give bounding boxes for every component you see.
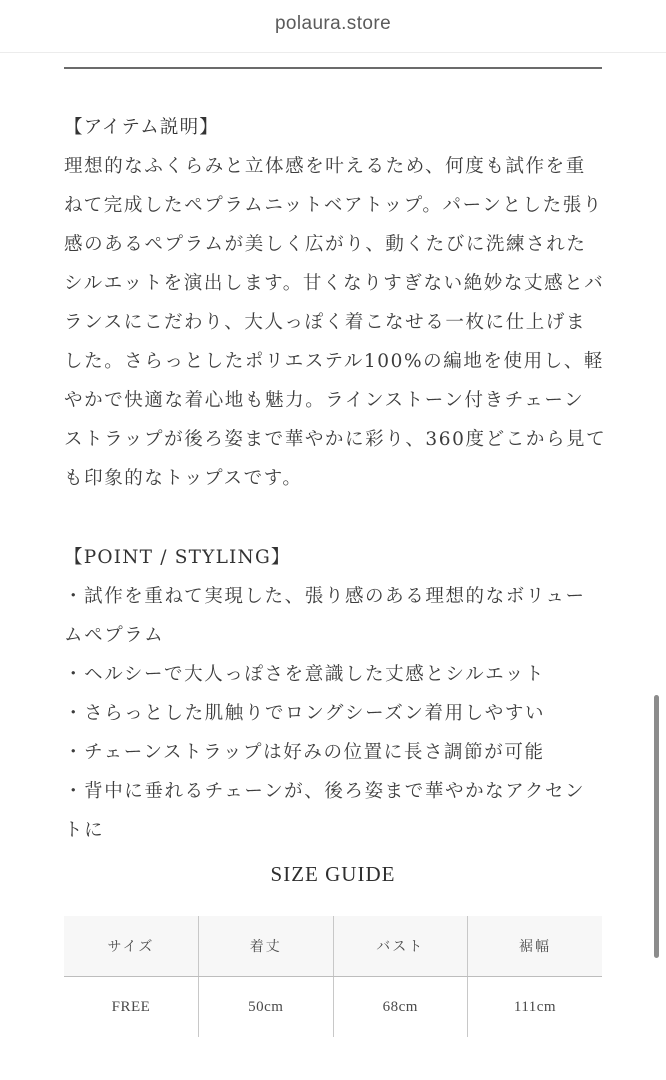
length-cell: 50cm xyxy=(199,977,334,1038)
item-description-heading: 【アイテム説明】 xyxy=(64,117,220,138)
point-line: ・背中に垂れるチェーンが、後ろ姿まで華やかなアクセン xyxy=(64,781,586,802)
description-line: ストラップが後ろ姿まで華やかに彩り、360度どこから見て xyxy=(64,429,607,450)
point-styling-list xyxy=(64,577,609,850)
description-line: ねて完成したペプラムニットベアトップ。パーンとした張り xyxy=(64,195,603,216)
vertical-scrollbar[interactable] xyxy=(654,695,659,958)
table-header-row xyxy=(64,916,602,977)
point-line: ・試作を重ねて実現した、張り感のある理想的なボリュー xyxy=(64,586,586,607)
point-line: トに xyxy=(64,820,105,841)
size-guide-table xyxy=(64,916,602,1037)
description-line: ランスにこだわり、大人っぽく着こなせる一枚に仕上げま xyxy=(64,312,587,333)
hem-width-cell: 111cm xyxy=(468,977,603,1038)
table-row xyxy=(64,977,602,1038)
browser-address-bar[interactable] xyxy=(0,0,666,53)
item-description-body xyxy=(64,147,609,498)
bust-cell: 68cm xyxy=(333,977,468,1038)
column-header-length: 着丈 xyxy=(199,916,334,977)
section-spacer xyxy=(64,498,609,538)
product-description xyxy=(64,108,609,850)
description-line: 理想的なふくらみと立体感を叶えるため、何度も試作を重 xyxy=(64,156,586,177)
point-line: ・チェーンストラップは好みの位置に長さ調節が可能 xyxy=(64,742,545,763)
point-line: ムペプラム xyxy=(64,625,165,646)
point-line: ・ヘルシーで大人っぽさを意識した丈感とシルエット xyxy=(64,664,546,685)
description-line: シルエットを演出します。甘くなりすぎない絶妙な丈感とバ xyxy=(64,273,605,294)
point-styling-heading: 【POINT / STYLING】 xyxy=(64,547,291,568)
description-line: も印象的なトップスです。 xyxy=(64,468,303,489)
site-url[interactable]: polaura.store xyxy=(274,13,392,34)
column-header-hem-width: 裾幅 xyxy=(468,916,603,977)
size-cell: FREE xyxy=(111,998,151,1015)
point-line: ・さらっとした肌触りでロングシーズン着用しやすい xyxy=(64,703,546,724)
description-line: やかで快適な着心地も魅力。ラインストーン付きチェーン xyxy=(64,390,585,411)
description-line: 感のあるペプラムが美しく広がり、動くたびに洗練された xyxy=(64,234,587,255)
top-divider xyxy=(64,67,602,69)
column-header-bust: バスト xyxy=(333,916,468,977)
description-line: した。さらっとしたポリエステル100%の編地を使用し、軽 xyxy=(64,351,605,372)
size-guide-title: SIZE GUIDE xyxy=(270,862,396,886)
column-header-size: サイズ xyxy=(64,916,199,977)
